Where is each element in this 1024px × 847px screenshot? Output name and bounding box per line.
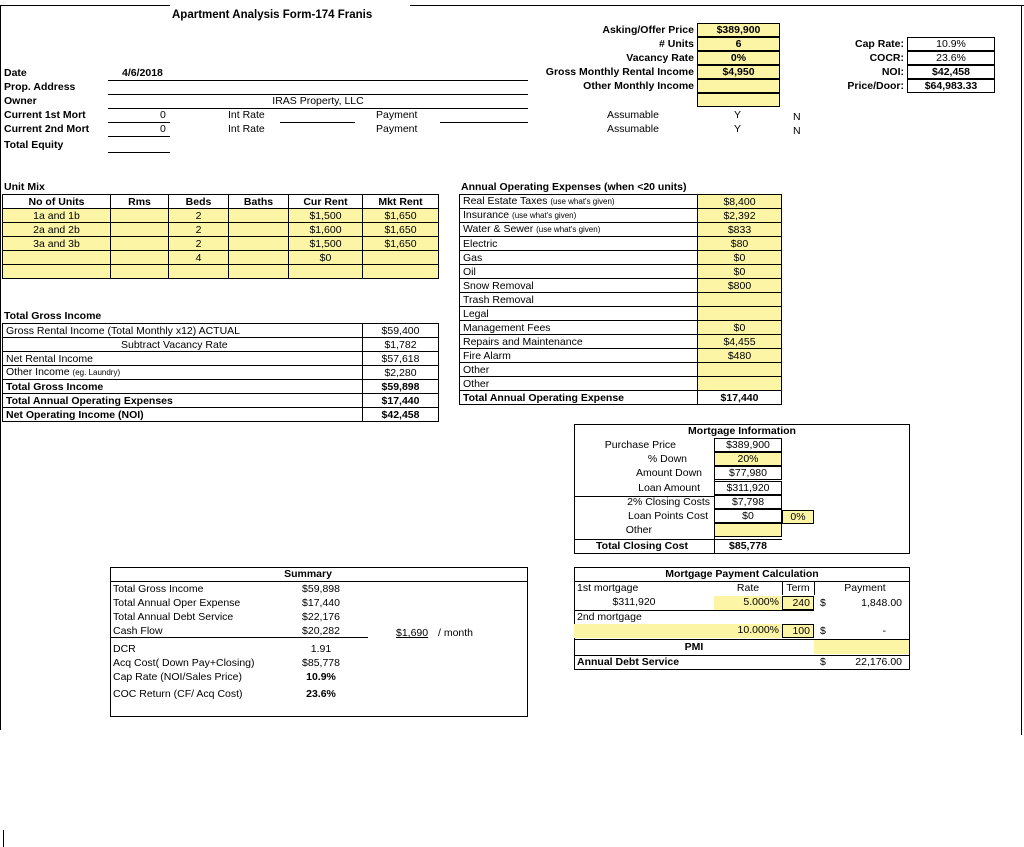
units-label: # Units bbox=[658, 38, 694, 50]
table-row bbox=[3, 352, 439, 366]
unit-cell[interactable] bbox=[3, 251, 111, 265]
price-door-label: Price/Door: bbox=[847, 80, 904, 92]
expenses-label: Annual Operating Expenses (when <20 units) bbox=[461, 181, 687, 193]
gross-income-label: Total Gross Income bbox=[4, 310, 102, 322]
address-label: Prop. Address bbox=[4, 81, 76, 93]
table-row[interactable] bbox=[3, 223, 439, 237]
row-value: $2,280 bbox=[363, 366, 439, 380]
page-title: Apartment Analysis Form-174 Franis bbox=[172, 9, 373, 21]
row-label: Oil bbox=[460, 265, 698, 279]
row-note: (use what's given) bbox=[550, 197, 615, 206]
rms-cell[interactable] bbox=[111, 251, 169, 265]
table-row bbox=[3, 324, 439, 338]
mkt-rent-cell[interactable]: $1,650 bbox=[363, 209, 439, 223]
col-no-units: No of Units bbox=[3, 195, 111, 209]
cur-rent-cell[interactable]: $1,500 bbox=[289, 209, 363, 223]
row-value: $1,782 bbox=[363, 338, 439, 352]
row-label: Fire Alarm bbox=[460, 349, 698, 363]
baths-cell[interactable] bbox=[229, 223, 289, 237]
beds-cell[interactable] bbox=[169, 265, 229, 279]
noi-label: NOI: bbox=[881, 66, 904, 78]
mkt-rent-cell[interactable] bbox=[363, 251, 439, 265]
unit-mix-label: Unit Mix bbox=[4, 181, 45, 193]
loan-points-pct[interactable]: 0% bbox=[782, 510, 814, 524]
table-row[interactable] bbox=[460, 307, 782, 321]
second-mort-value[interactable]: 0 bbox=[160, 123, 166, 135]
row-label-wrap bbox=[460, 195, 698, 209]
units-value[interactable]: 6 bbox=[697, 37, 780, 51]
first-assumable-n[interactable]: N bbox=[793, 111, 801, 123]
mkt-rent-cell[interactable] bbox=[363, 265, 439, 279]
table-row[interactable] bbox=[460, 335, 782, 349]
vacancy-value[interactable]: 0% bbox=[697, 51, 780, 65]
table-row[interactable] bbox=[460, 265, 782, 279]
row-value[interactable]: $80 bbox=[698, 237, 782, 251]
table-row[interactable] bbox=[460, 279, 782, 293]
row-label: Electric bbox=[460, 237, 698, 251]
row-label: Other bbox=[460, 377, 698, 391]
mp-debt-value: 22,176.00 bbox=[855, 656, 902, 668]
mp-first-term[interactable]: 240 bbox=[782, 596, 814, 610]
table-row[interactable] bbox=[460, 209, 782, 223]
beds-cell[interactable]: 2 bbox=[169, 209, 229, 223]
first-int-rate-label: Int Rate bbox=[228, 109, 265, 121]
table-row[interactable] bbox=[460, 363, 782, 377]
mp-first-label: 1st mortgage bbox=[577, 582, 639, 594]
row-label: Other bbox=[460, 363, 698, 377]
mp-pmi-label: PMI bbox=[684, 641, 704, 653]
equity-label: Total Equity bbox=[4, 139, 64, 151]
beds-cell[interactable]: 2 bbox=[169, 223, 229, 237]
table-row[interactable] bbox=[460, 293, 782, 307]
gross-monthly-value[interactable]: $4,950 bbox=[697, 65, 780, 79]
mp-second-payment: - bbox=[882, 625, 886, 637]
other-monthly-label: Other Monthly Income bbox=[583, 80, 694, 92]
row-label: Gross Rental Income (Total Monthly x12) ACTUAL bbox=[3, 324, 363, 338]
baths-cell[interactable] bbox=[229, 251, 289, 265]
row-value[interactable]: $0 bbox=[698, 251, 782, 265]
table-row[interactable] bbox=[460, 195, 782, 209]
rms-cell[interactable] bbox=[111, 223, 169, 237]
col-beds: Beds bbox=[169, 195, 229, 209]
row-label: Other Income bbox=[6, 366, 70, 378]
frame-top-right bbox=[410, 5, 1024, 6]
row-label: Subtract Vacancy Rate bbox=[3, 338, 363, 352]
rms-cell[interactable] bbox=[111, 265, 169, 279]
first-int-rate-underline bbox=[280, 122, 355, 123]
mi-label: Loan Points Cost bbox=[628, 510, 708, 522]
cur-rent-cell[interactable]: $0 bbox=[289, 251, 363, 265]
table-row[interactable] bbox=[3, 237, 439, 251]
table-row bbox=[460, 391, 782, 405]
mp-pmi-value[interactable] bbox=[814, 640, 909, 654]
row-value[interactable]: $480 bbox=[698, 349, 782, 363]
summary-title: Summary bbox=[284, 568, 332, 580]
cap-rate-value: 10.9% bbox=[907, 37, 995, 51]
unit-cell[interactable]: 1a and 1b bbox=[3, 209, 111, 223]
summary-label: COC Return (CF/ Acq Cost) bbox=[113, 688, 243, 700]
mp-debt-label: Annual Debt Service bbox=[577, 656, 680, 668]
table-row bbox=[3, 338, 439, 352]
row-label: Management Fees bbox=[460, 321, 698, 335]
table-row[interactable] bbox=[460, 349, 782, 363]
first-payment-label: Payment bbox=[376, 109, 418, 121]
second-assumable-n[interactable]: N bbox=[793, 125, 801, 137]
table-row[interactable] bbox=[460, 223, 782, 237]
unit-mix-header-row bbox=[3, 195, 439, 209]
summary-label: Acq Cost( Down Pay+Closing) bbox=[113, 657, 255, 669]
mortgage-info-title: Mortgage Information bbox=[688, 425, 796, 437]
mi-value: $389,900 bbox=[714, 438, 782, 452]
summary-value: $59,898 bbox=[302, 583, 340, 595]
owner-label: Owner bbox=[4, 95, 37, 107]
row-note: (use what's given) bbox=[512, 211, 577, 220]
row-label: Total Annual Operating Expenses bbox=[3, 394, 363, 408]
mp-second-amount-cell[interactable] bbox=[574, 624, 714, 638]
mp-first-rate[interactable]: 5.000% bbox=[714, 596, 782, 610]
mkt-rent-cell[interactable]: $1,650 bbox=[363, 237, 439, 251]
row-value[interactable]: $8,400 bbox=[698, 195, 782, 209]
row-label-wrap bbox=[3, 366, 363, 380]
table-row bbox=[3, 394, 439, 408]
cur-rent-cell[interactable] bbox=[289, 265, 363, 279]
row-value[interactable]: $0 bbox=[698, 265, 782, 279]
rms-cell[interactable] bbox=[111, 209, 169, 223]
date-underline bbox=[108, 80, 528, 81]
row-value[interactable] bbox=[698, 307, 782, 321]
summary-value: $22,176 bbox=[302, 611, 340, 623]
second-int-rate-label: Int Rate bbox=[228, 123, 265, 135]
row-note: (use what's given) bbox=[536, 225, 601, 234]
cap-rate-label: Cap Rate: bbox=[854, 38, 904, 50]
mi-total-value: $85,778 bbox=[729, 540, 767, 552]
summary-label: Cap Rate (NOI/Sales Price) bbox=[113, 671, 242, 683]
row-value[interactable]: $0 bbox=[698, 321, 782, 335]
mi-value[interactable]: 20% bbox=[714, 452, 782, 466]
row-label-wrap bbox=[460, 209, 698, 223]
summary-label: Total Annual Debt Service bbox=[113, 611, 234, 623]
mp-col-divider-2 bbox=[814, 581, 815, 595]
mp-col-rate: Rate bbox=[736, 582, 760, 594]
row-label-wrap bbox=[460, 223, 698, 237]
mi-label: Amount Down bbox=[636, 467, 702, 479]
row-value[interactable]: $4,455 bbox=[698, 335, 782, 349]
row-label: Real Estate Taxes bbox=[463, 195, 548, 207]
row-value[interactable]: $2,392 bbox=[698, 209, 782, 223]
first-mort-label: Current 1st Mort bbox=[4, 109, 86, 121]
mp-second-label: 2nd mortgage bbox=[577, 611, 642, 623]
mp-debt-currency: $ bbox=[820, 656, 826, 668]
baths-cell[interactable] bbox=[229, 209, 289, 223]
row-label: Snow Removal bbox=[460, 279, 698, 293]
table-row[interactable] bbox=[3, 209, 439, 223]
second-assumable-y[interactable]: Y bbox=[734, 123, 742, 135]
first-assumable-label: Assumable bbox=[607, 109, 659, 121]
row-value: $59,400 bbox=[363, 324, 439, 338]
mi-label: Loan Amount bbox=[638, 482, 700, 494]
row-label: Water & Sewer bbox=[463, 223, 534, 235]
baths-cell[interactable] bbox=[229, 265, 289, 279]
row-note: (eg. Laundry) bbox=[72, 368, 121, 377]
summary-label: DCR bbox=[113, 643, 136, 655]
row-label: Legal bbox=[460, 307, 698, 321]
unit-mix-table bbox=[2, 194, 439, 279]
mi-label: % Down bbox=[647, 453, 687, 465]
beds-cell[interactable]: 2 bbox=[169, 237, 229, 251]
second-mort-label: Current 2nd Mort bbox=[4, 123, 90, 135]
col-mkt-rent: Mkt Rent bbox=[363, 195, 439, 209]
mi-value: $77,980 bbox=[714, 466, 782, 480]
cocr-value: 23.6% bbox=[907, 51, 995, 65]
row-value[interactable]: $800 bbox=[698, 279, 782, 293]
cocr-label: COCR: bbox=[869, 52, 904, 64]
gross-income-table bbox=[2, 323, 439, 422]
mp-first-amount: $311,920 bbox=[612, 596, 656, 608]
date-label: Date bbox=[4, 67, 27, 79]
mp-col-payment: Payment bbox=[844, 582, 886, 594]
row-label: Net Operating Income (NOI) bbox=[3, 408, 363, 422]
summary-value: $20,282 bbox=[302, 625, 340, 637]
mi-value: $311,920 bbox=[714, 481, 782, 495]
frame-right bbox=[1021, 5, 1022, 735]
date-value: 4/6/2018 bbox=[122, 67, 163, 79]
table-row[interactable] bbox=[460, 377, 782, 391]
col-cur-rent: Cur Rent bbox=[289, 195, 363, 209]
summary-title-sep bbox=[110, 581, 528, 582]
price-door-value: $64,983.33 bbox=[907, 79, 995, 93]
row-label: Net Rental Income bbox=[3, 352, 363, 366]
table-row bbox=[3, 408, 439, 422]
row-label: Insurance bbox=[463, 209, 510, 221]
expenses-total-value: $17,440 bbox=[698, 391, 782, 405]
monthly-cash-flow: $1,690 bbox=[396, 627, 429, 639]
second-mort-underline bbox=[108, 136, 170, 137]
mi-value: $7,798 bbox=[714, 495, 782, 509]
beds-cell[interactable]: 4 bbox=[169, 251, 229, 265]
row-value[interactable] bbox=[698, 377, 782, 391]
unit-cell[interactable]: 3a and 3b bbox=[3, 237, 111, 251]
baths-cell[interactable] bbox=[229, 237, 289, 251]
table-row[interactable] bbox=[3, 251, 439, 265]
table-row[interactable] bbox=[460, 237, 782, 251]
summary-value: 1.91 bbox=[310, 643, 332, 655]
mi-label: Purchase Price bbox=[604, 439, 676, 451]
mp-second-currency: $ bbox=[820, 625, 826, 637]
mi-label: Other bbox=[625, 524, 652, 536]
row-label: Gas bbox=[460, 251, 698, 265]
cur-rent-cell[interactable]: $1,600 bbox=[289, 223, 363, 237]
rms-cell[interactable] bbox=[111, 237, 169, 251]
row-value[interactable]: $833 bbox=[698, 223, 782, 237]
gross-monthly-label: Gross Monthly Rental Income bbox=[545, 66, 694, 78]
mi-value[interactable] bbox=[714, 523, 782, 537]
unit-cell[interactable]: 2a and 2b bbox=[3, 223, 111, 237]
owner-underline bbox=[108, 108, 528, 109]
summary-value: 23.6% bbox=[306, 688, 336, 700]
table-row bbox=[3, 366, 439, 380]
vacancy-label: Vacancy Rate bbox=[626, 52, 694, 64]
row-value: $42,458 bbox=[363, 408, 439, 422]
frame-left-bottom bbox=[3, 830, 4, 847]
noi-value: $42,458 bbox=[907, 65, 995, 79]
col-baths: Baths bbox=[229, 195, 289, 209]
expenses-total-label: Total Annual Operating Expense bbox=[460, 391, 698, 405]
col-rms: Rms bbox=[111, 195, 169, 209]
row-value: $59,898 bbox=[363, 380, 439, 394]
mi-value: $0 bbox=[714, 509, 782, 523]
summary-value: $17,440 bbox=[302, 597, 340, 609]
mp-first-currency: $ bbox=[820, 597, 826, 609]
row-value: $17,440 bbox=[363, 394, 439, 408]
asking-value[interactable]: $389,900 bbox=[697, 23, 780, 37]
mi-total-label: Total Closing Cost bbox=[596, 540, 688, 552]
row-value: $57,618 bbox=[363, 352, 439, 366]
summary-label: Total Annual Oper Expense bbox=[113, 597, 241, 609]
cur-rent-cell[interactable]: $1,500 bbox=[289, 237, 363, 251]
table-row bbox=[3, 380, 439, 394]
asking-label: Asking/Offer Price bbox=[602, 24, 694, 36]
price-extra-cell[interactable] bbox=[697, 93, 780, 107]
row-label: Total Gross Income bbox=[3, 380, 363, 394]
monthly-unit: / month bbox=[438, 627, 474, 639]
mp-second-term[interactable]: 100 bbox=[782, 624, 814, 638]
first-assumable-y[interactable]: Y bbox=[734, 109, 742, 121]
mkt-rent-cell[interactable]: $1,650 bbox=[363, 223, 439, 237]
mp-second-rate[interactable]: 10.000% bbox=[714, 624, 782, 638]
row-label: Trash Removal bbox=[460, 293, 698, 307]
row-label: Repairs and Maintenance bbox=[460, 335, 698, 349]
mp-col-term: Term bbox=[786, 582, 810, 594]
second-payment-label: Payment bbox=[376, 123, 418, 135]
equity-underline bbox=[108, 152, 170, 153]
table-row[interactable] bbox=[3, 265, 439, 279]
expenses-table bbox=[459, 194, 782, 405]
first-payment-underline bbox=[440, 122, 528, 123]
table-row[interactable] bbox=[460, 251, 782, 265]
first-mort-value[interactable]: 0 bbox=[160, 109, 166, 121]
summary-value: 10.9% bbox=[306, 671, 336, 683]
second-assumable-label: Assumable bbox=[607, 123, 659, 135]
table-row[interactable] bbox=[460, 321, 782, 335]
mi-label: 2% Closing Costs bbox=[627, 496, 710, 508]
row-value[interactable] bbox=[698, 363, 782, 377]
row-value[interactable] bbox=[698, 293, 782, 307]
summary-label: Total Gross Income bbox=[113, 583, 204, 595]
frame-top-left bbox=[0, 5, 170, 6]
mortgage-payment-title: Mortgage Payment Calculation bbox=[665, 568, 819, 580]
frame-left bbox=[0, 5, 1, 730]
other-monthly-value[interactable] bbox=[697, 79, 780, 93]
summary-value: $85,778 bbox=[302, 657, 340, 669]
unit-cell[interactable] bbox=[3, 265, 111, 279]
mp-first-payment: 1,848.00 bbox=[861, 597, 902, 609]
mp-col-divider-1 bbox=[782, 581, 783, 595]
owner-value[interactable]: IRAS Property, LLC bbox=[272, 95, 364, 107]
summary-label: Cash Flow bbox=[113, 625, 163, 637]
